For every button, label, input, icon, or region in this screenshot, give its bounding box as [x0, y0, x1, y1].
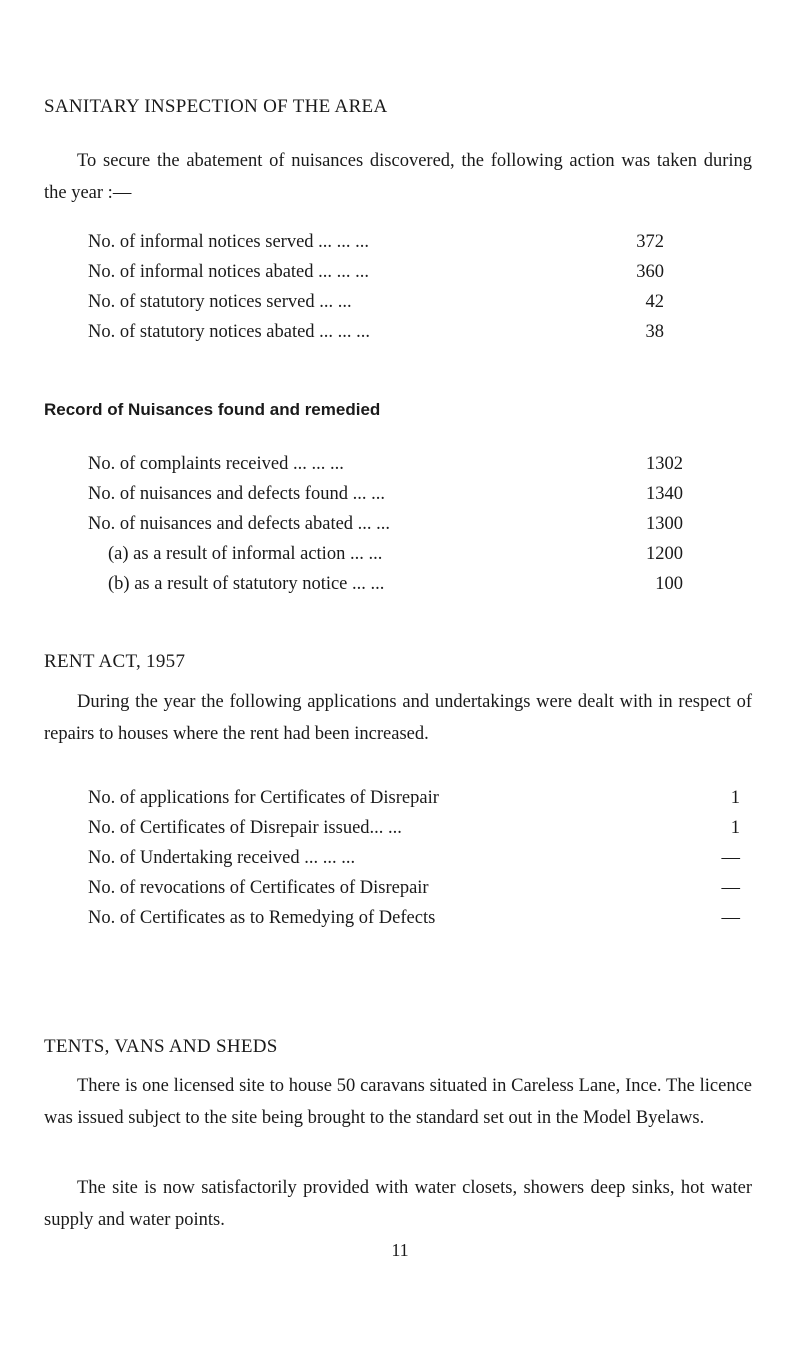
row-label: (b) as a result of statutory notice ... ... — [108, 574, 385, 594]
row-label: No. of statutory notices served ... ... — [88, 292, 352, 312]
row-label: No. of nuisances and defects abated ... ... — [88, 514, 391, 534]
sanitary-intro: To secure the abatement of nuisances discovered, the following action was taken during the year :— — [44, 151, 752, 203]
row-label: No. of revocations of Certificates of Disrepair — [88, 878, 429, 898]
row-value: 1302 — [646, 454, 683, 474]
row-value: 1340 — [646, 484, 683, 504]
row-value: 1 — [730, 788, 740, 808]
row-label: No. of Undertaking received ... ... ... — [88, 848, 356, 868]
row-value: 360 — [636, 262, 664, 282]
row-label: No. of informal notices served ... ... ... — [88, 232, 370, 252]
row-value: — — [721, 878, 740, 898]
row-value: 372 — [636, 232, 664, 252]
page-number: 11 — [391, 1240, 409, 1260]
nuisances-heading: Record of Nuisances found and remedied — [44, 400, 381, 419]
row-value: 100 — [655, 574, 683, 594]
row-label: No. of Certificates as to Remedying of Defects — [88, 908, 436, 928]
tents-heading: TENTS, VANS AND SHEDS — [44, 1036, 278, 1057]
row-label: No. of complaints received ... ... ... — [88, 454, 344, 474]
row-value: 1 — [730, 818, 740, 838]
rent-act-heading: RENT ACT, 1957 — [44, 651, 186, 672]
tents-paragraph-1: There is one licensed site to house 50 caravans situated in Careless Lane, Ince. The licence was issued subject to the site being brought to the standard set out in the Model Byelaws. — [44, 1076, 752, 1128]
row-value: 1200 — [646, 544, 683, 564]
row-label: No. of applications for Certificates of Disrepair — [88, 788, 439, 808]
row-label: (a) as a result of informal action ... ... — [108, 544, 383, 564]
rent-act-intro: During the year the following applications and undertakings were dealt with in respect of repairs to houses where the rent had been increased. — [44, 692, 752, 744]
tents-paragraph-2: The site is now satisfactorily provided with water closets, showers deep sinks, hot water supply and water points. — [44, 1178, 752, 1230]
row-value: 1300 — [646, 514, 683, 534]
row-value: 42 — [645, 292, 664, 312]
sanitary-heading: SANITARY INSPECTION OF THE AREA — [44, 96, 388, 117]
row-label: No. of statutory notices abated ... ... ... — [88, 322, 371, 342]
row-value: 38 — [645, 322, 664, 342]
row-value: — — [721, 848, 740, 868]
row-label: No. of nuisances and defects found ... ... — [88, 484, 385, 504]
row-value: — — [721, 908, 740, 928]
row-label: No. of informal notices abated ... ... ... — [88, 262, 370, 282]
row-label: No. of Certificates of Disrepair issued... ... — [88, 818, 402, 838]
